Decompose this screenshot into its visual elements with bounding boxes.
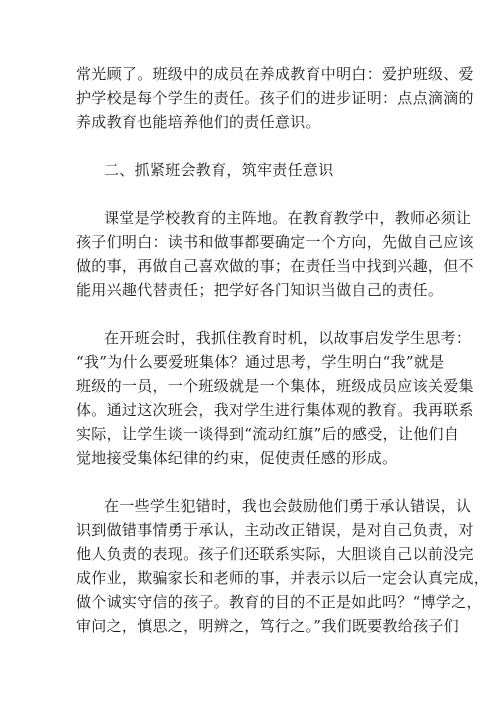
text-line: 孩子们明白：读书和做事都要确定一个方向，先做自己应该 xyxy=(76,233,474,251)
text-line: 他人负责的表现。孩子们还联系实际，大胆谈自己以前没完 xyxy=(76,545,474,563)
text-line: 养成教育也能培养他们的责任意识。 xyxy=(76,113,321,131)
text-line: 审问之，慎思之，明辨之，笃行之。”我们既要教给孩子们 xyxy=(76,617,459,635)
text-line: 做个诚实守信的孩子。教育的目的不正是如此吗？“博学之， xyxy=(76,593,482,611)
text-line: 能用兴趣代替责任；把学好各门知识当做自己的责任。 xyxy=(76,281,444,299)
text-line: 护学校是每个学生的责任。孩子们的进步证明：点点滴滴的 xyxy=(76,89,474,107)
text-line: 课堂是学校教育的主阵地。在教育教学中，教师必须让 xyxy=(104,209,472,227)
text-line: 成作业，欺骗家长和老师的事，并表示以后一定会认真完成， xyxy=(76,569,490,587)
text-line: 班级的一员，一个班级就是一个集体，班级成员应该关爱集 xyxy=(76,377,474,395)
text-line: 在开班会时，我抓住教育时机，以故事启发学生思考： xyxy=(104,329,472,347)
text-line: 体。通过这次班会，我对学生进行集体观的教育。我再联系 xyxy=(76,401,474,419)
text-line: 实际，让学生谈一谈得到“流动红旗”后的感受，让他们自 xyxy=(76,425,460,443)
section-heading: 二、抓紧班会教育，筑牢责任意识 xyxy=(104,161,334,179)
text-line: 常光顾了。班级中的成员在养成教育中明白：爱护班级、爱 xyxy=(76,65,474,83)
text-line: 觉地接受集体纪律的约束，促使责任感的形成。 xyxy=(76,449,398,467)
text-line: “我”为什么要爱班集体？通过思考，学生明白“我”就是 xyxy=(76,353,445,371)
text-line: 识到做错事情勇于承认，主动改正错误，是对自己负责，对 xyxy=(76,521,474,539)
text-line: 在一些学生犯错时，我也会鼓励他们勇于承认错误，认 xyxy=(104,497,472,515)
text-line: 做的事，再做自己喜欢做的事；在责任当中找到兴趣，但不 xyxy=(76,257,474,275)
